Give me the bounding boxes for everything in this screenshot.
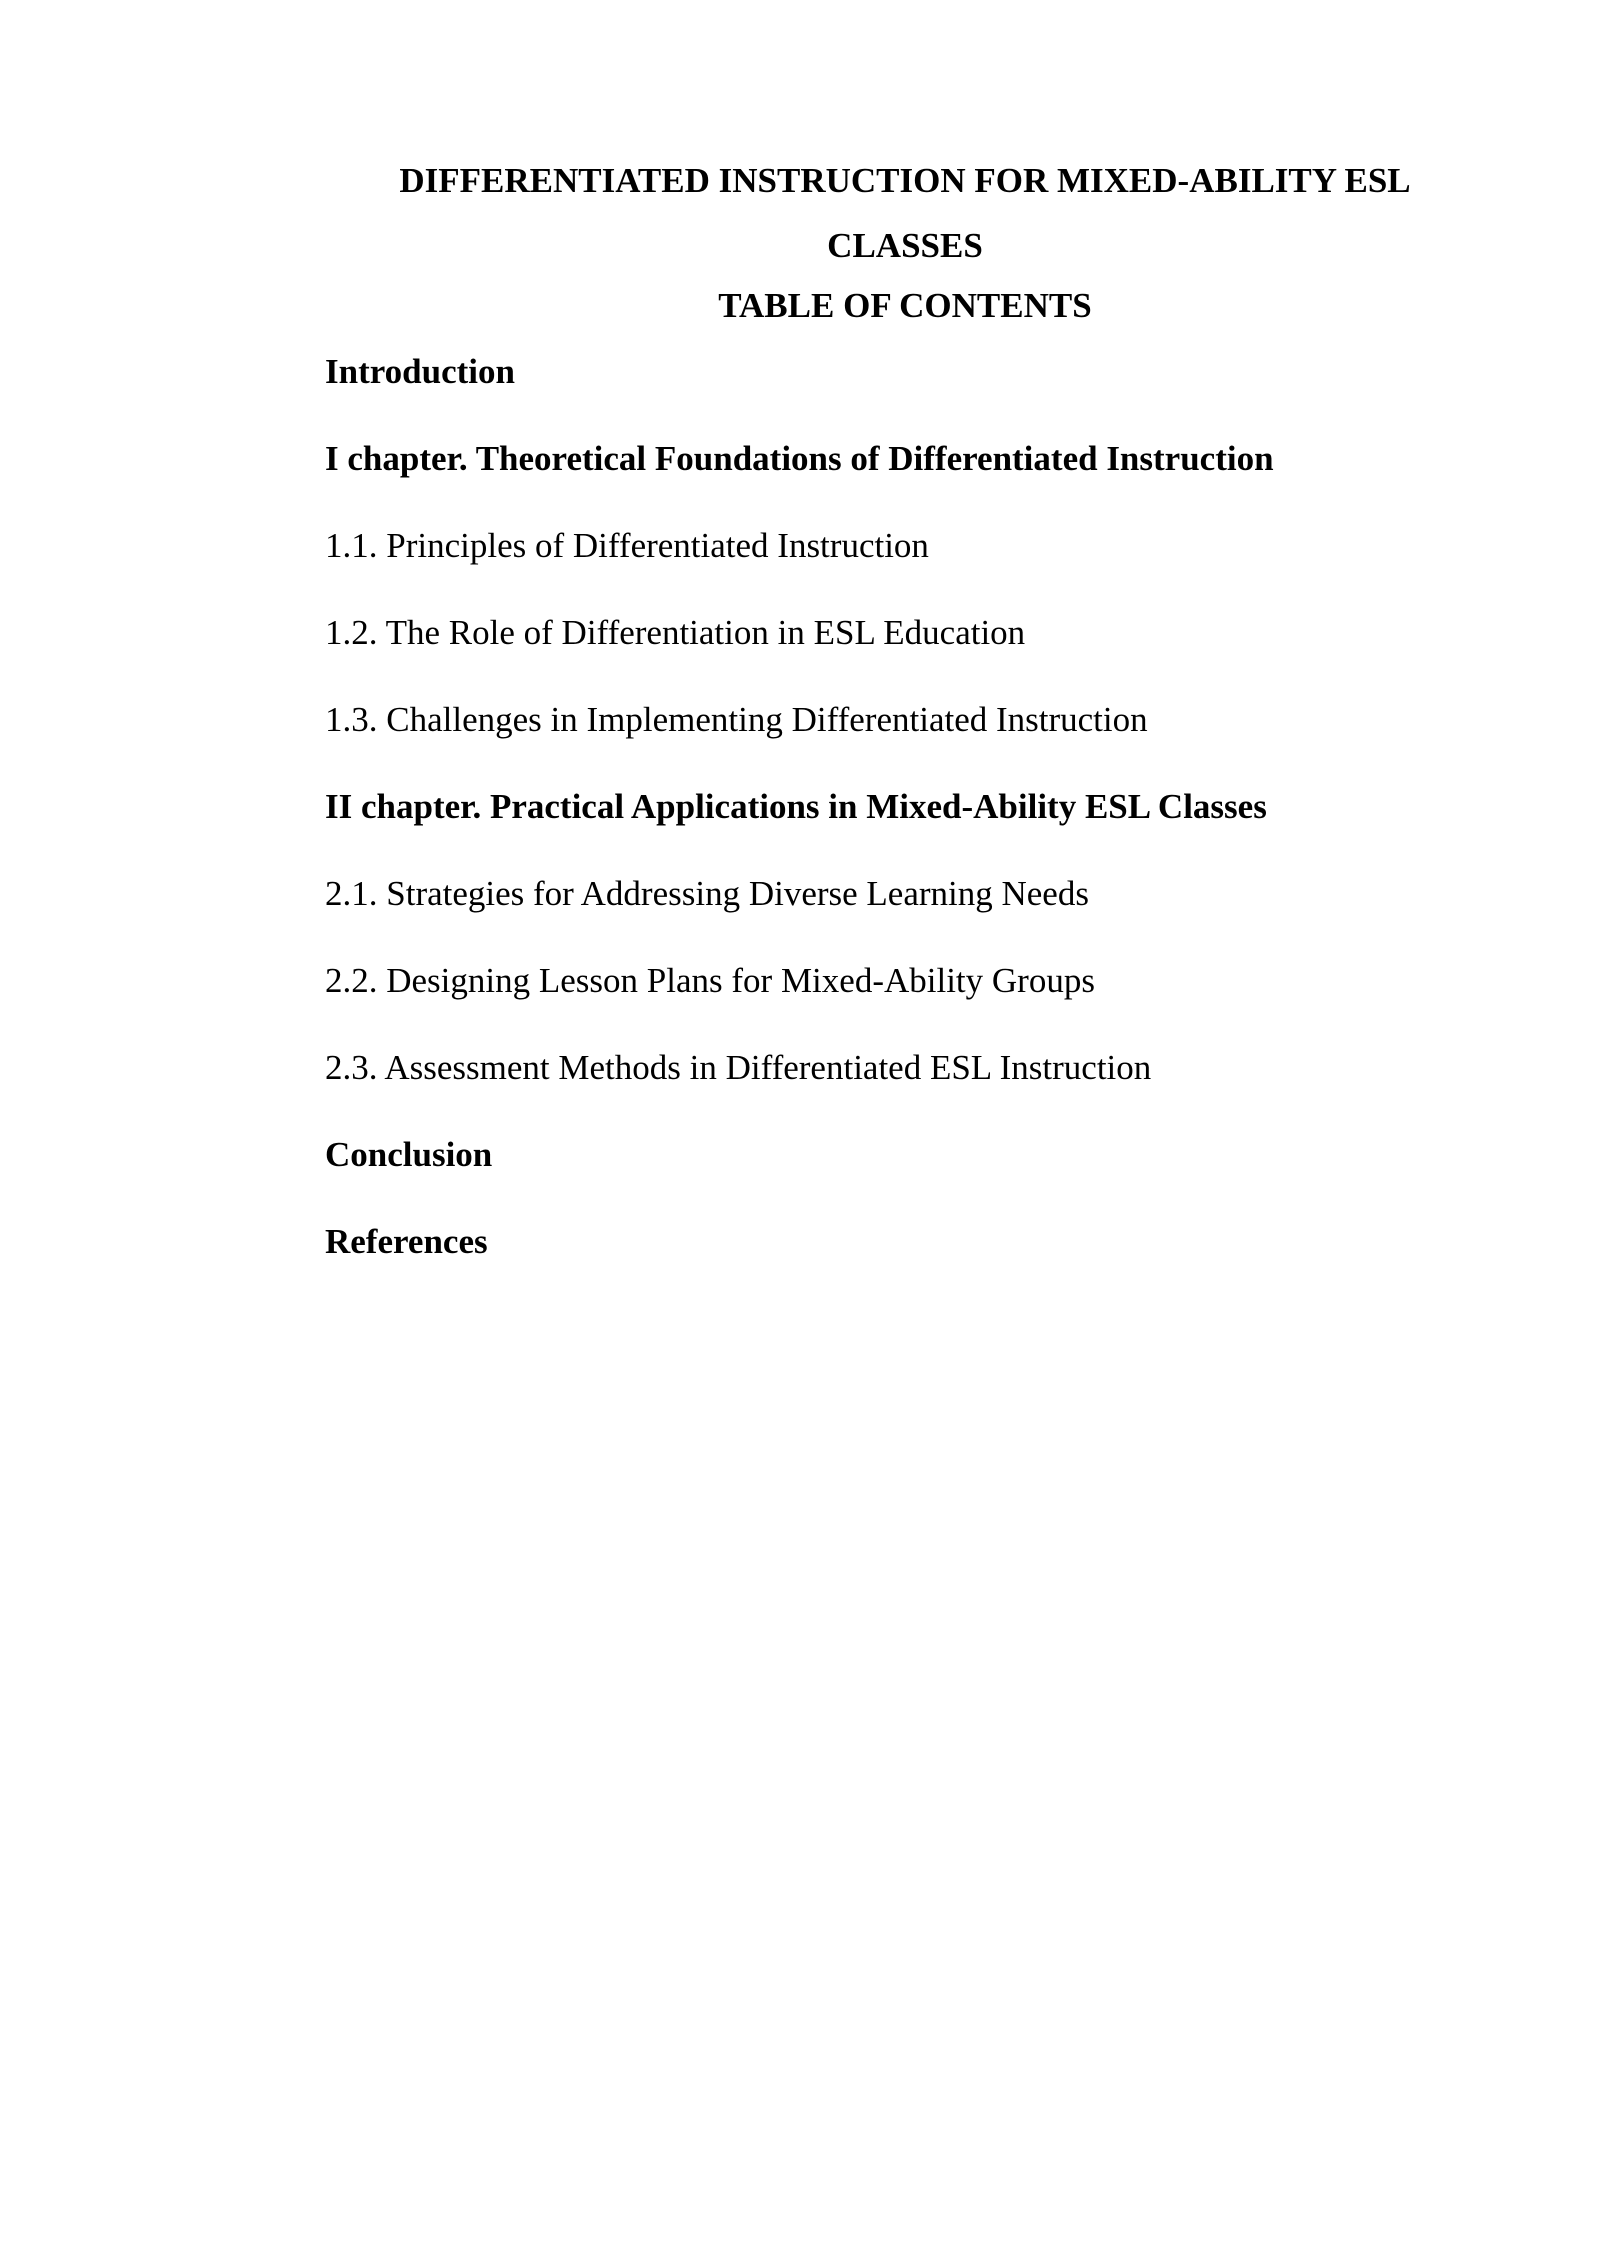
toc-entry-2-3: 2.3. Assessment Methods in Differentiated ESL Instruction <box>325 1048 1152 1087</box>
title-line-1: DIFFERENTIATED INSTRUCTION FOR MIXED-ABILITY ESL <box>399 161 1411 200</box>
document-title <box>325 148 1485 278</box>
title-line-2: CLASSES <box>827 226 983 265</box>
toc-entry-1-3: 1.3. Challenges in Implementing Differentiated Instruction <box>325 700 1148 739</box>
toc-entry-2-1: 2.1. Strategies for Addressing Diverse Learning Needs <box>325 874 1089 913</box>
toc-entry-2-2: 2.2. Designing Lesson Plans for Mixed-Ability Groups <box>325 961 1095 1000</box>
toc-entry-chapter-1: I chapter. Theoretical Foundations of Differentiated Instruction <box>325 439 1274 478</box>
toc-entry-chapter-2: II chapter. Practical Applications in Mixed-Ability ESL Classes <box>325 787 1267 826</box>
toc-entry-introduction: Introduction <box>325 352 515 391</box>
table-of-contents <box>325 343 1525 1300</box>
toc-entry-references: References <box>325 1222 488 1261</box>
toc-heading: TABLE OF CONTENTS <box>718 286 1092 325</box>
toc-entry-1-2: 1.2. The Role of Differentiation in ESL Education <box>325 613 1026 652</box>
toc-entry-1-1: 1.1. Principles of Differentiated Instruction <box>325 526 929 565</box>
toc-entry-conclusion: Conclusion <box>325 1135 493 1174</box>
